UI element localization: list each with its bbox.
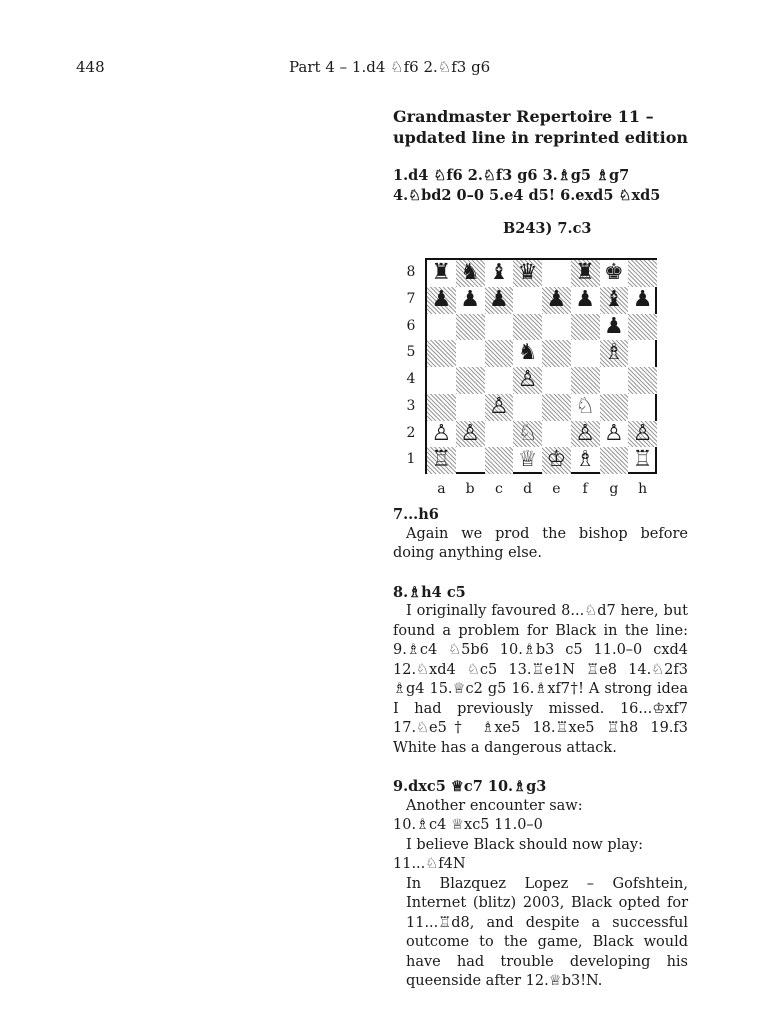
board-square [427, 394, 456, 421]
black-rook-icon: ♜ [431, 260, 452, 285]
board-square [542, 421, 571, 448]
move-line: 10.♗c4 ♕xc5 11.0–0 [393, 817, 543, 833]
white-knight-icon: ♘ [517, 420, 538, 446]
board-square [456, 447, 485, 474]
page-number: 448 [76, 58, 105, 76]
commentary-text: I believe Black should now play: [406, 836, 643, 853]
board-square [485, 421, 514, 448]
black-queen-icon: ♛ [517, 260, 538, 285]
board-square [628, 340, 657, 367]
black-rook-icon: ♜ [575, 260, 595, 285]
white-rook-icon: ♖ [632, 447, 653, 473]
board-square [542, 367, 571, 394]
file-label: c [494, 481, 503, 497]
section-title: Grandmaster Repertoire 11 – updated line in reprinted edition [393, 107, 689, 147]
black-pawn-icon: ♟ [632, 286, 653, 312]
black-king-icon: ♚ [604, 260, 624, 285]
board-square [571, 314, 600, 341]
black-pawn-icon: ♟ [431, 286, 452, 312]
chess-board [425, 258, 657, 474]
board-square [427, 340, 456, 367]
board-square [571, 367, 600, 394]
board-square [427, 367, 456, 394]
board-square [628, 394, 657, 421]
white-bishop-icon: ♗ [575, 447, 595, 473]
board-square [542, 314, 571, 341]
file-label: h [638, 481, 648, 497]
move-line: 11...♘f4N [393, 856, 466, 872]
rank-label: 4 [406, 371, 416, 387]
commentary-text: In Blazquez Lopez – Gofshtein, Internet (blitz) 2003, Black opted for 11...♖d8, and despite a successful outcome to the game, Black would have had trouble developing his queenside after 12.♕b3!N. [406, 875, 688, 989]
board-square [513, 287, 542, 314]
board-square [628, 314, 657, 341]
board-square [485, 340, 514, 367]
board-square [571, 340, 600, 367]
rank-label: 1 [406, 451, 416, 468]
white-knight-icon: ♘ [575, 393, 595, 419]
board-square [628, 260, 657, 287]
move-heading: 9.dxc5 ♕c7 10.♗g3 [393, 778, 547, 795]
white-king-icon: ♔ [546, 447, 567, 473]
file-label: d [523, 481, 533, 497]
board-square [513, 394, 542, 421]
commentary-text: Another encounter saw: [406, 797, 583, 814]
board-square [542, 340, 571, 367]
white-pawn-icon: ♙ [575, 420, 595, 446]
file-label: e [552, 481, 561, 497]
white-pawn-icon: ♙ [632, 420, 653, 446]
board-square [600, 447, 629, 474]
black-pawn-icon: ♟ [460, 286, 480, 312]
board-square [485, 314, 514, 341]
board-square [427, 314, 456, 341]
file-label: a [437, 481, 446, 497]
commentary-text: Again we prod the bishop before doing anything else. [393, 525, 688, 561]
black-pawn-icon: ♟ [604, 313, 624, 339]
move-heading: 8.♗h4 c5 [393, 583, 466, 601]
board-square [600, 367, 629, 394]
white-pawn-icon: ♙ [489, 393, 509, 419]
white-pawn-icon: ♙ [460, 420, 480, 446]
board-square [513, 314, 542, 341]
black-bishop-icon: ♝ [604, 286, 624, 312]
move-heading: 7...h6 [393, 506, 439, 523]
board-square [600, 394, 629, 421]
board-square [456, 314, 485, 341]
commentary-text: I originally favoured 8...♘d7 here, but found a problem for Black in the line: 9.♗c4 ♘5b6 10.♗b3 c5 11.0–0 cxd4 12.♘xd4 ♘c5 13.♖e1N ♖e8 14.♘2f3 ♗g4 15.♕c2 g5 16.♗xf7†! A strong idea I had previously missed. 16...♔xf7 17.♘e5† ♗xe5 18.♖xe5 ♖h8 19.f3 White has a dangerous attack. [393, 603, 688, 756]
file-label: f [582, 481, 588, 497]
black-knight-icon: ♞ [517, 340, 538, 366]
board-square [485, 367, 514, 394]
opening-moves: 1.d4 ♘f6 2.♘f3 g6 3.♗g5 ♗g7 4.♘bd2 0–0 5.e4 d5! 6.exd5 ♘xd5 [393, 167, 661, 204]
black-pawn-icon: ♟ [546, 286, 567, 312]
file-label: b [465, 481, 475, 497]
rank-label: 3 [406, 397, 416, 414]
rank-label: 2 [406, 424, 416, 441]
white-queen-icon: ♕ [517, 447, 538, 473]
white-bishop-icon: ♗ [604, 340, 624, 366]
white-pawn-icon: ♙ [431, 420, 452, 446]
black-knight-icon: ♞ [460, 260, 480, 285]
black-pawn-icon: ♟ [575, 286, 595, 312]
white-rook-icon: ♖ [431, 447, 452, 473]
black-pawn-icon: ♟ [489, 286, 509, 312]
board-square [456, 340, 485, 367]
file-label: g [609, 481, 619, 497]
running-header: Part 4 – 1.d4 ♘f6 2.♘f3 g6 [289, 58, 491, 76]
rank-label: 7 [406, 290, 416, 307]
rank-label: 5 [406, 344, 416, 361]
board-square [628, 367, 657, 394]
commentary [393, 505, 688, 992]
board-square [456, 367, 485, 394]
board-square [542, 394, 571, 421]
rank-label: 6 [406, 317, 416, 334]
board-square [485, 447, 514, 474]
board-square [456, 394, 485, 421]
board-square [542, 260, 571, 287]
white-pawn-icon: ♙ [604, 420, 624, 446]
black-bishop-icon: ♝ [489, 260, 509, 285]
white-pawn-icon: ♙ [517, 367, 538, 392]
diagram-caption: B243) 7.c3 [503, 220, 592, 237]
rank-label: 8 [406, 264, 416, 280]
